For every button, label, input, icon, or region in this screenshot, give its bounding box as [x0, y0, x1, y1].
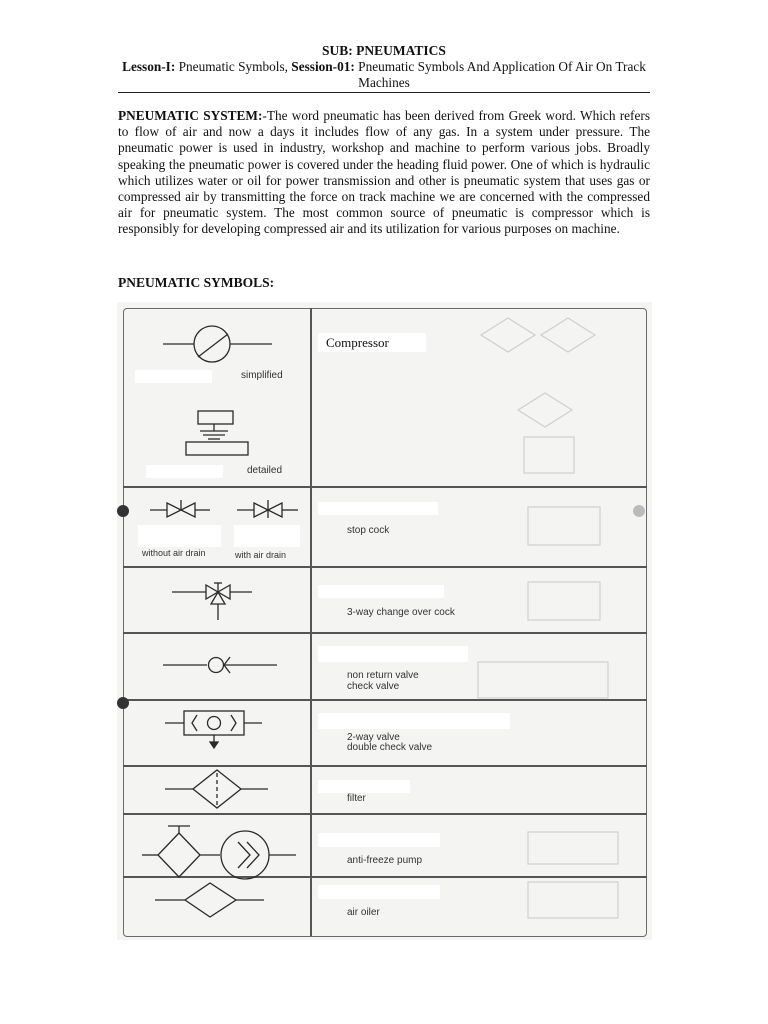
- session-text: Pneumatic Symbols And Application Of Air On Track Machines: [358, 59, 646, 90]
- detailed-label: detailed: [247, 465, 283, 476]
- anti-freeze-pump-label: anti-freeze pump: [347, 855, 423, 866]
- intro-text: -The word pneumatic has been derived from Greek word. Which refers to flow of air and now a days it includes flow of any gas. In a system under pressure. The pneumatic power is used in industry, workshop and machine to perform various jobs. Broadly speaking the pneumatic power is covered under the heading fluid power. One of which is hydraulic which utilizes water or oil for power transmission and other is pneumatic system that uses gas or compressed air by transmitting the force on track machine we are concerned with the compressed air for pneumatic system. The most common source of pneumatic is compressor which is responsibly for developing compressed air and its utilization for various purposes on machine.: [118, 108, 650, 237]
- air-oiler-label: air oiler: [347, 907, 380, 918]
- section-heading: PNEUMATIC SYMBOLS:: [118, 275, 275, 290]
- double-check-valve-label: double check valve: [347, 742, 433, 753]
- three-way-cock-label: 3-way change over cock: [347, 607, 455, 618]
- simplified-label: simplified: [241, 370, 283, 381]
- check-valve-label: check valve: [347, 681, 400, 692]
- subject-title: SUB: PNEUMATICS: [322, 43, 446, 58]
- redaction-box: [318, 885, 440, 899]
- intro-label: PNEUMATIC SYSTEM:: [118, 108, 263, 123]
- compressor-label: Compressor: [318, 333, 426, 352]
- stop-cock-label: stop cock: [347, 525, 390, 536]
- lesson-text: Pneumatic Symbols,: [178, 59, 288, 74]
- without-air-drain-label: without air drain: [142, 548, 206, 558]
- session-label: Session-01:: [291, 59, 355, 74]
- lesson-label: Lesson-I:: [122, 59, 176, 74]
- two-way-valve-label: 2-way valve: [347, 732, 400, 743]
- with-air-drain-label: with air drain: [235, 550, 287, 560]
- non-return-valve-label: non return valve: [347, 670, 419, 681]
- filter-label: filter: [347, 793, 366, 804]
